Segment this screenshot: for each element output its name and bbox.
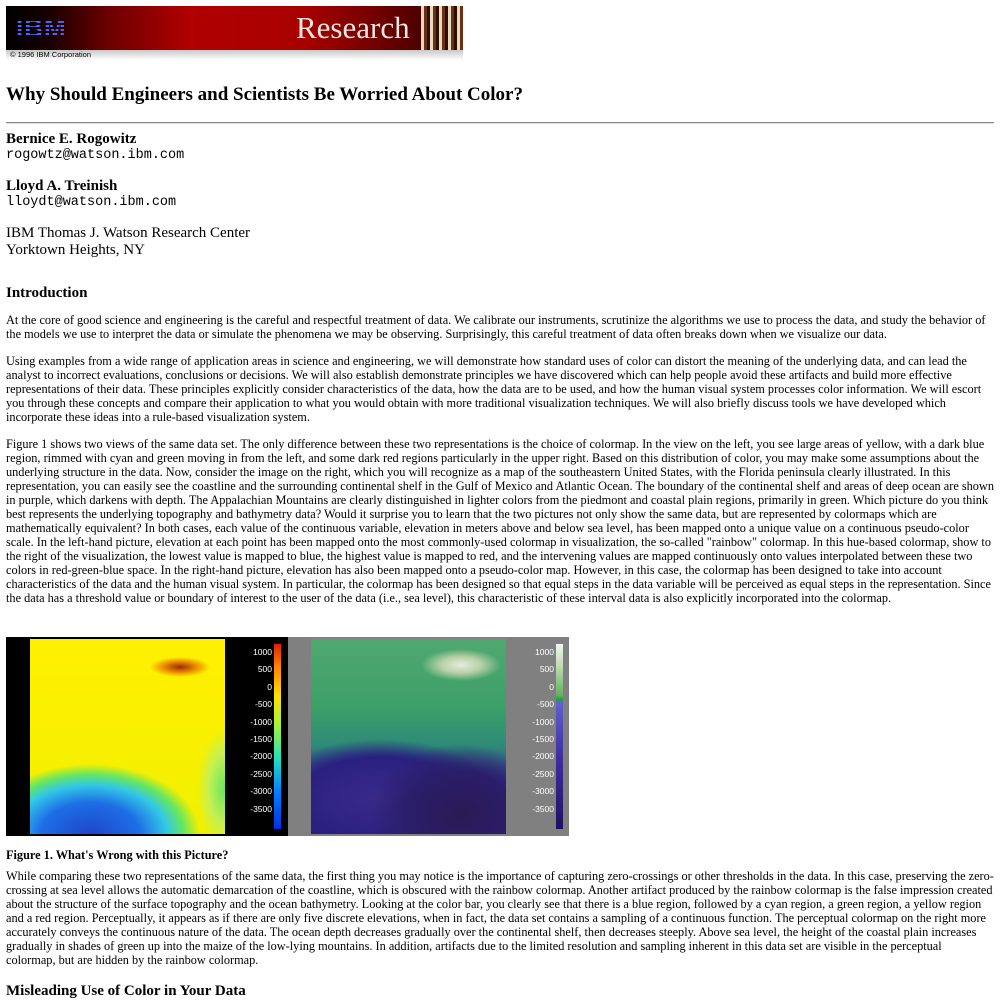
- author-name: Lloyd A. Treinish: [6, 178, 118, 194]
- colorbar-tick-label: -1500: [250, 734, 272, 744]
- colorbar-tick-label: 1000: [535, 647, 554, 657]
- figure-1-image: [6, 637, 569, 836]
- colorbar-tick-label: -1000: [250, 716, 272, 727]
- research-wordmark: Research: [296, 10, 410, 45]
- colorbar-tick-label: -2000: [532, 751, 554, 762]
- colorbar-tick-label: -3500: [250, 803, 272, 814]
- page-title: Why Should Engineers and Scientists Be Worried About Color?: [6, 84, 523, 105]
- author-email-link[interactable]: rogowtz@watson.ibm.com: [6, 148, 185, 163]
- document-page: [6, 6, 994, 999]
- affiliation-line: IBM Thomas J. Watson Research Center: [6, 225, 251, 241]
- colorbar-tick-label: 1000: [253, 647, 272, 657]
- colorbar-tick-label: -1000: [532, 716, 554, 727]
- colorbar-tick-label: -500: [536, 699, 554, 710]
- colorbar-tick-label: -500: [254, 699, 272, 710]
- section-heading-introduction: Introduction: [6, 285, 88, 301]
- colorbar-tick-label: -2500: [532, 768, 554, 779]
- colorbar-tick-label: 0: [267, 681, 272, 692]
- ibm-research-banner[interactable]: [6, 6, 463, 60]
- paragraph: At the core of good science and engineering is the careful and respectful treatment of data. We calibrate our instruments, scrutinize the algorithms we use to process the data, and study the behavior of the models we use to interpret the data or simulate the phenomena we may be observing. Surprisingly, this careful treatment of data often breaks down when we visualize our data.: [6, 313, 986, 341]
- section-heading-misleading: Misleading Use of Color in Your Data: [6, 983, 246, 999]
- perceptual-colorbar: [556, 644, 563, 829]
- pillars-graphic: [421, 6, 463, 50]
- colorbar-tick-label: -3500: [532, 803, 554, 814]
- colorbar-tick-label: -2500: [250, 768, 272, 779]
- colorbar-tick-label: 500: [539, 664, 554, 675]
- rainbow-colorbar: [274, 644, 281, 829]
- rainbow-colormap-map: [30, 639, 225, 834]
- colorbar-tick-label: -1500: [532, 734, 554, 744]
- colorbar-tick-label: -3000: [250, 786, 272, 797]
- colorbar-tick-label: 0: [549, 681, 554, 692]
- perceptual-colormap-map: [311, 639, 506, 834]
- paragraph: Using examples from a wide range of application areas in science and engineering, we will demonstrate how standard uses of color can distort the meaning of the underlying data, and can lead the analyst to incorrect evaluations, conclusions or decisions. We will also establish demonstrate principles we have discovered which can help people avoid these artifacts and build more effective representations of their data. These principles explicitly consider characteristics of the data, how the data are to be used, and how the human visual system processes color information. We will escort you through these concepts and compare their application to what you would obtain with more traditional visualization techniques. We will also briefly discuss tools we have developed which incorporate these ideas into a rule-based visualization system.: [6, 354, 982, 424]
- author-name: Bernice E. Rogowitz: [6, 131, 137, 147]
- affiliation-location: Yorktown Heights, NY: [6, 242, 145, 258]
- colorbar-tick-label: 500: [257, 664, 272, 675]
- paragraph: While comparing these two representations of the same data, the first thing you may notice is the importance of capturing zero-crossings or other thresholds in the data. In this case, preserving the zero-crossing at sea level allows the automatic demarcation of the coastline, which is obscured with the rainbow colormap. Another artifact produced by the rainbow colormap is the false impression created about the structure of the surface topography and the ocean bathymetry. Looking at the color bar, you clearly see that there is a blue region, followed by a cyan region, a green region, a yellow region and a red region. Perceptually, it appears as if there are only five discrete elevations, when in fact, the data set contains a sampling of a continuous function. The perceptual colormap on the right more accurately conveys the continuous nature of the data. The ocean depth decreases gradually over the continental shelf, then decreases steeply. Above sea level, the height of the coastal plain increases gradually in shades of green up into the maize of the low-lying mountains. In addition, artifacts due to the limited resolution and sampling inherent in this data set are visible in the perceptual colormap, but are hidden by the rainbow colormap.: [6, 869, 994, 967]
- colorbar-tick-label: -2000: [250, 751, 272, 762]
- figure-caption: Figure 1. What's Wrong with this Picture?: [6, 848, 229, 862]
- colorbar-tick-label: -3000: [532, 786, 554, 797]
- horizontal-rule: [6, 122, 994, 124]
- copyright-notice: © 1996 IBM Corporation: [10, 50, 91, 59]
- paragraph: Figure 1 shows two views of the same data set. The only difference between these two representations is the choice of colormap. In the view on the left, you see large areas of yellow, with a dark blue region, rimmed with cyan and green moving in from the left, and some dark red regions particularly in the upper right. Based on this distribution of color, you may make some assumptions about the underlying structure in the data. Now, consider the image on the right, which you will recognize as a map of the southeastern United States, with the Florida peninsula clearly illustrated. In this representation, you can easily see the coastline and the surrounding continental shelf in the Gulf of Mexico and Atlantic Ocean. The boundary of the continental shelf and areas of deep ocean are shown in purple, which darkens with depth. The Appalachian Mountains are clearly distinguished in lighter colors from the piedmont and coastal plain regions, primarily in green. Which picture do you think best represents the underlying topography and bathymetry data? Would it surprise you to learn that the two pictures not only show the same data, but are represented by colormaps which are mathematically equivalent? In both cases, each value of the continuous variable, elevation in meters above and below sea level, has been mapped onto a unique value on a continuous pseudo-color scale. In the left-hand picture, elevation at each point has been mapped onto the most commonly-used colormap in visualization, the so-called "rainbow" colormap. In this hue-based colormap, show to the right of the visualization, the lowest value is mapped to blue, the highest value is mapped to red, and the intervening values are mapped continuously onto values interpolated between these two colors in red-green-blue space. In the right-hand picture, elevation has also been mapped onto a pseudo-color map. However, in this case, the colormap has been designed to take into account characteristics of the data and the human visual system. In particular, the colormap has been designed so that equal steps in the data variable will be perceived as equal steps in the representation. Since the data has a threshold value or boundary of interest to the user of the data (i.e., sea level), this characteristic of these interval data is also explicitly incorporated into the colormap.: [6, 437, 994, 605]
- author-email-link[interactable]: lloydt@watson.ibm.com: [6, 195, 177, 210]
- ibm-logo: IBM: [16, 13, 67, 43]
- rainbow-panel: [6, 637, 288, 836]
